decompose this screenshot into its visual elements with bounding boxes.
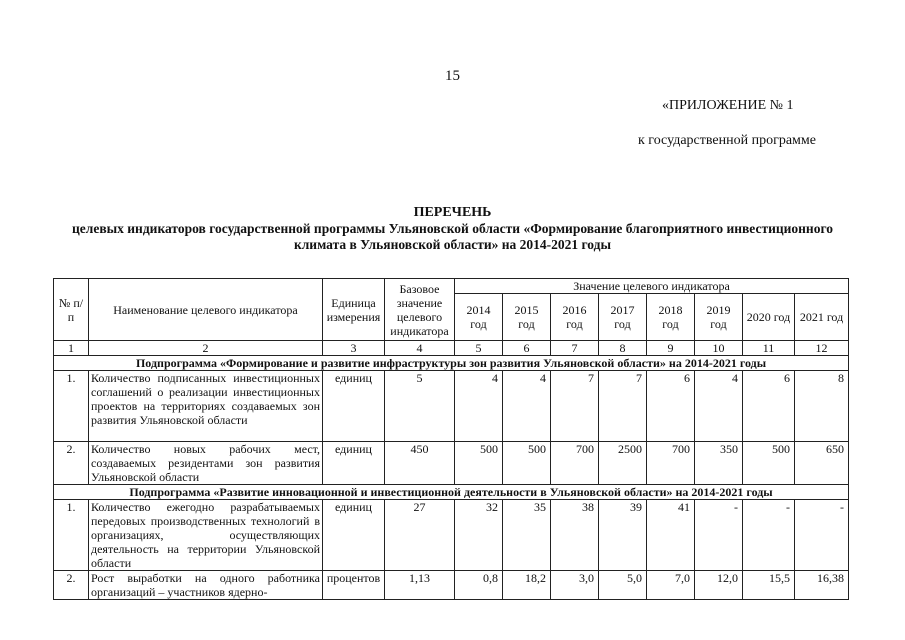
row-value: 4 bbox=[695, 371, 743, 442]
row-value: 500 bbox=[503, 442, 551, 485]
row-value: 700 bbox=[647, 442, 695, 485]
row-name: Количество новых рабочих мест, создаваемых резидентами зон развития Ульяновской области bbox=[89, 442, 323, 485]
header-year: 2018 год bbox=[647, 294, 695, 341]
header-year: 2019 год bbox=[695, 294, 743, 341]
header-year: 2016 год bbox=[551, 294, 599, 341]
row-base: 450 bbox=[385, 442, 455, 485]
indicators-table bbox=[53, 278, 849, 600]
column-number: 5 bbox=[455, 341, 503, 356]
column-number: 11 bbox=[743, 341, 795, 356]
row-name: Количество ежегодно разрабатываемых передовых производственных технологий в организациях, осуществляющих деятельность на территории Ульяновской области bbox=[89, 500, 323, 571]
row-num: 2. bbox=[54, 442, 89, 485]
row-value: 5,0 bbox=[599, 571, 647, 600]
row-value: 4 bbox=[455, 371, 503, 442]
column-number: 4 bbox=[385, 341, 455, 356]
row-value: 350 bbox=[695, 442, 743, 485]
row-value: 6 bbox=[647, 371, 695, 442]
appendix-subtitle: к государственной программе bbox=[638, 133, 816, 148]
header-num: № п/п bbox=[54, 279, 89, 341]
table-row bbox=[54, 571, 849, 600]
row-value: 500 bbox=[455, 442, 503, 485]
row-name: Рост выработки на одного работника организаций – участников ядерно- bbox=[89, 571, 323, 600]
document-title: ПЕРЕЧЕНЬ bbox=[413, 205, 492, 220]
row-value: 8 bbox=[795, 371, 849, 442]
header-base: Базовое значение целевого индикатора bbox=[385, 279, 455, 341]
column-number: 8 bbox=[599, 341, 647, 356]
row-value: 3,0 bbox=[551, 571, 599, 600]
row-value: 7 bbox=[599, 371, 647, 442]
row-value: 650 bbox=[795, 442, 849, 485]
header-year: 2021 год bbox=[795, 294, 849, 341]
section-title: Подпрограмма «Развитие инновационной и инвестиционной деятельности в Ульяновской области» на 2014-2021 годы bbox=[54, 485, 849, 500]
column-number: 12 bbox=[795, 341, 849, 356]
table-row bbox=[54, 442, 849, 485]
table-row bbox=[54, 371, 849, 442]
document-subtitle: целевых индикаторов государственной программы Ульяновской области «Формирование благоприятного инвестиционного климата в Ульяновской области» на 2014-2021 годы bbox=[71, 221, 834, 252]
row-value: 4 bbox=[503, 371, 551, 442]
row-value: 39 bbox=[599, 500, 647, 571]
row-value: 38 bbox=[551, 500, 599, 571]
column-number: 3 bbox=[323, 341, 385, 356]
section-title: Подпрограмма «Формирование и развитие инфраструктуры зон развития Ульяновской области» на 2014-2021 годы bbox=[54, 356, 849, 371]
row-value: 0,8 bbox=[455, 571, 503, 600]
column-number: 2 bbox=[89, 341, 323, 356]
row-value: 7,0 bbox=[647, 571, 695, 600]
row-base: 1,13 bbox=[385, 571, 455, 600]
row-unit: единиц bbox=[323, 371, 385, 442]
row-value: 32 bbox=[455, 500, 503, 571]
row-unit: единиц bbox=[323, 442, 385, 485]
header-unit: Единица измерения bbox=[323, 279, 385, 341]
row-value: 15,5 bbox=[743, 571, 795, 600]
header-year: 2015 год bbox=[503, 294, 551, 341]
row-value: - bbox=[695, 500, 743, 571]
column-number: 10 bbox=[695, 341, 743, 356]
column-number: 7 bbox=[551, 341, 599, 356]
header-target-values: Значение целевого индикатора bbox=[455, 279, 849, 294]
header-year: 2014 год bbox=[455, 294, 503, 341]
row-base: 27 bbox=[385, 500, 455, 571]
row-value: 500 bbox=[743, 442, 795, 485]
row-value: - bbox=[795, 500, 849, 571]
page-number: 15 bbox=[445, 68, 460, 84]
column-number: 6 bbox=[503, 341, 551, 356]
row-value: 16,38 bbox=[795, 571, 849, 600]
row-value: 12,0 bbox=[695, 571, 743, 600]
column-number: 9 bbox=[647, 341, 695, 356]
row-num: 2. bbox=[54, 571, 89, 600]
row-name: Количество подписанных инвестиционных соглашений о реализации инвестиционных проектов на территориях создаваемых зон развития Ульяновской области bbox=[89, 371, 323, 442]
row-num: 1. bbox=[54, 500, 89, 571]
row-unit: процентов bbox=[323, 571, 385, 600]
row-base: 5 bbox=[385, 371, 455, 442]
appendix-title: «ПРИЛОЖЕНИЕ № 1 bbox=[662, 98, 794, 113]
row-value: 7 bbox=[551, 371, 599, 442]
row-value: - bbox=[743, 500, 795, 571]
row-num: 1. bbox=[54, 371, 89, 442]
column-number: 1 bbox=[54, 341, 89, 356]
header-year: 2020 год bbox=[743, 294, 795, 341]
row-value: 41 bbox=[647, 500, 695, 571]
row-value: 2500 bbox=[599, 442, 647, 485]
row-value: 700 bbox=[551, 442, 599, 485]
table-row bbox=[54, 500, 849, 571]
row-value: 18,2 bbox=[503, 571, 551, 600]
row-value: 35 bbox=[503, 500, 551, 571]
row-value: 6 bbox=[743, 371, 795, 442]
row-unit: единиц bbox=[323, 500, 385, 571]
header-name: Наименование целевого индикатора bbox=[89, 279, 323, 341]
header-year: 2017 год bbox=[599, 294, 647, 341]
